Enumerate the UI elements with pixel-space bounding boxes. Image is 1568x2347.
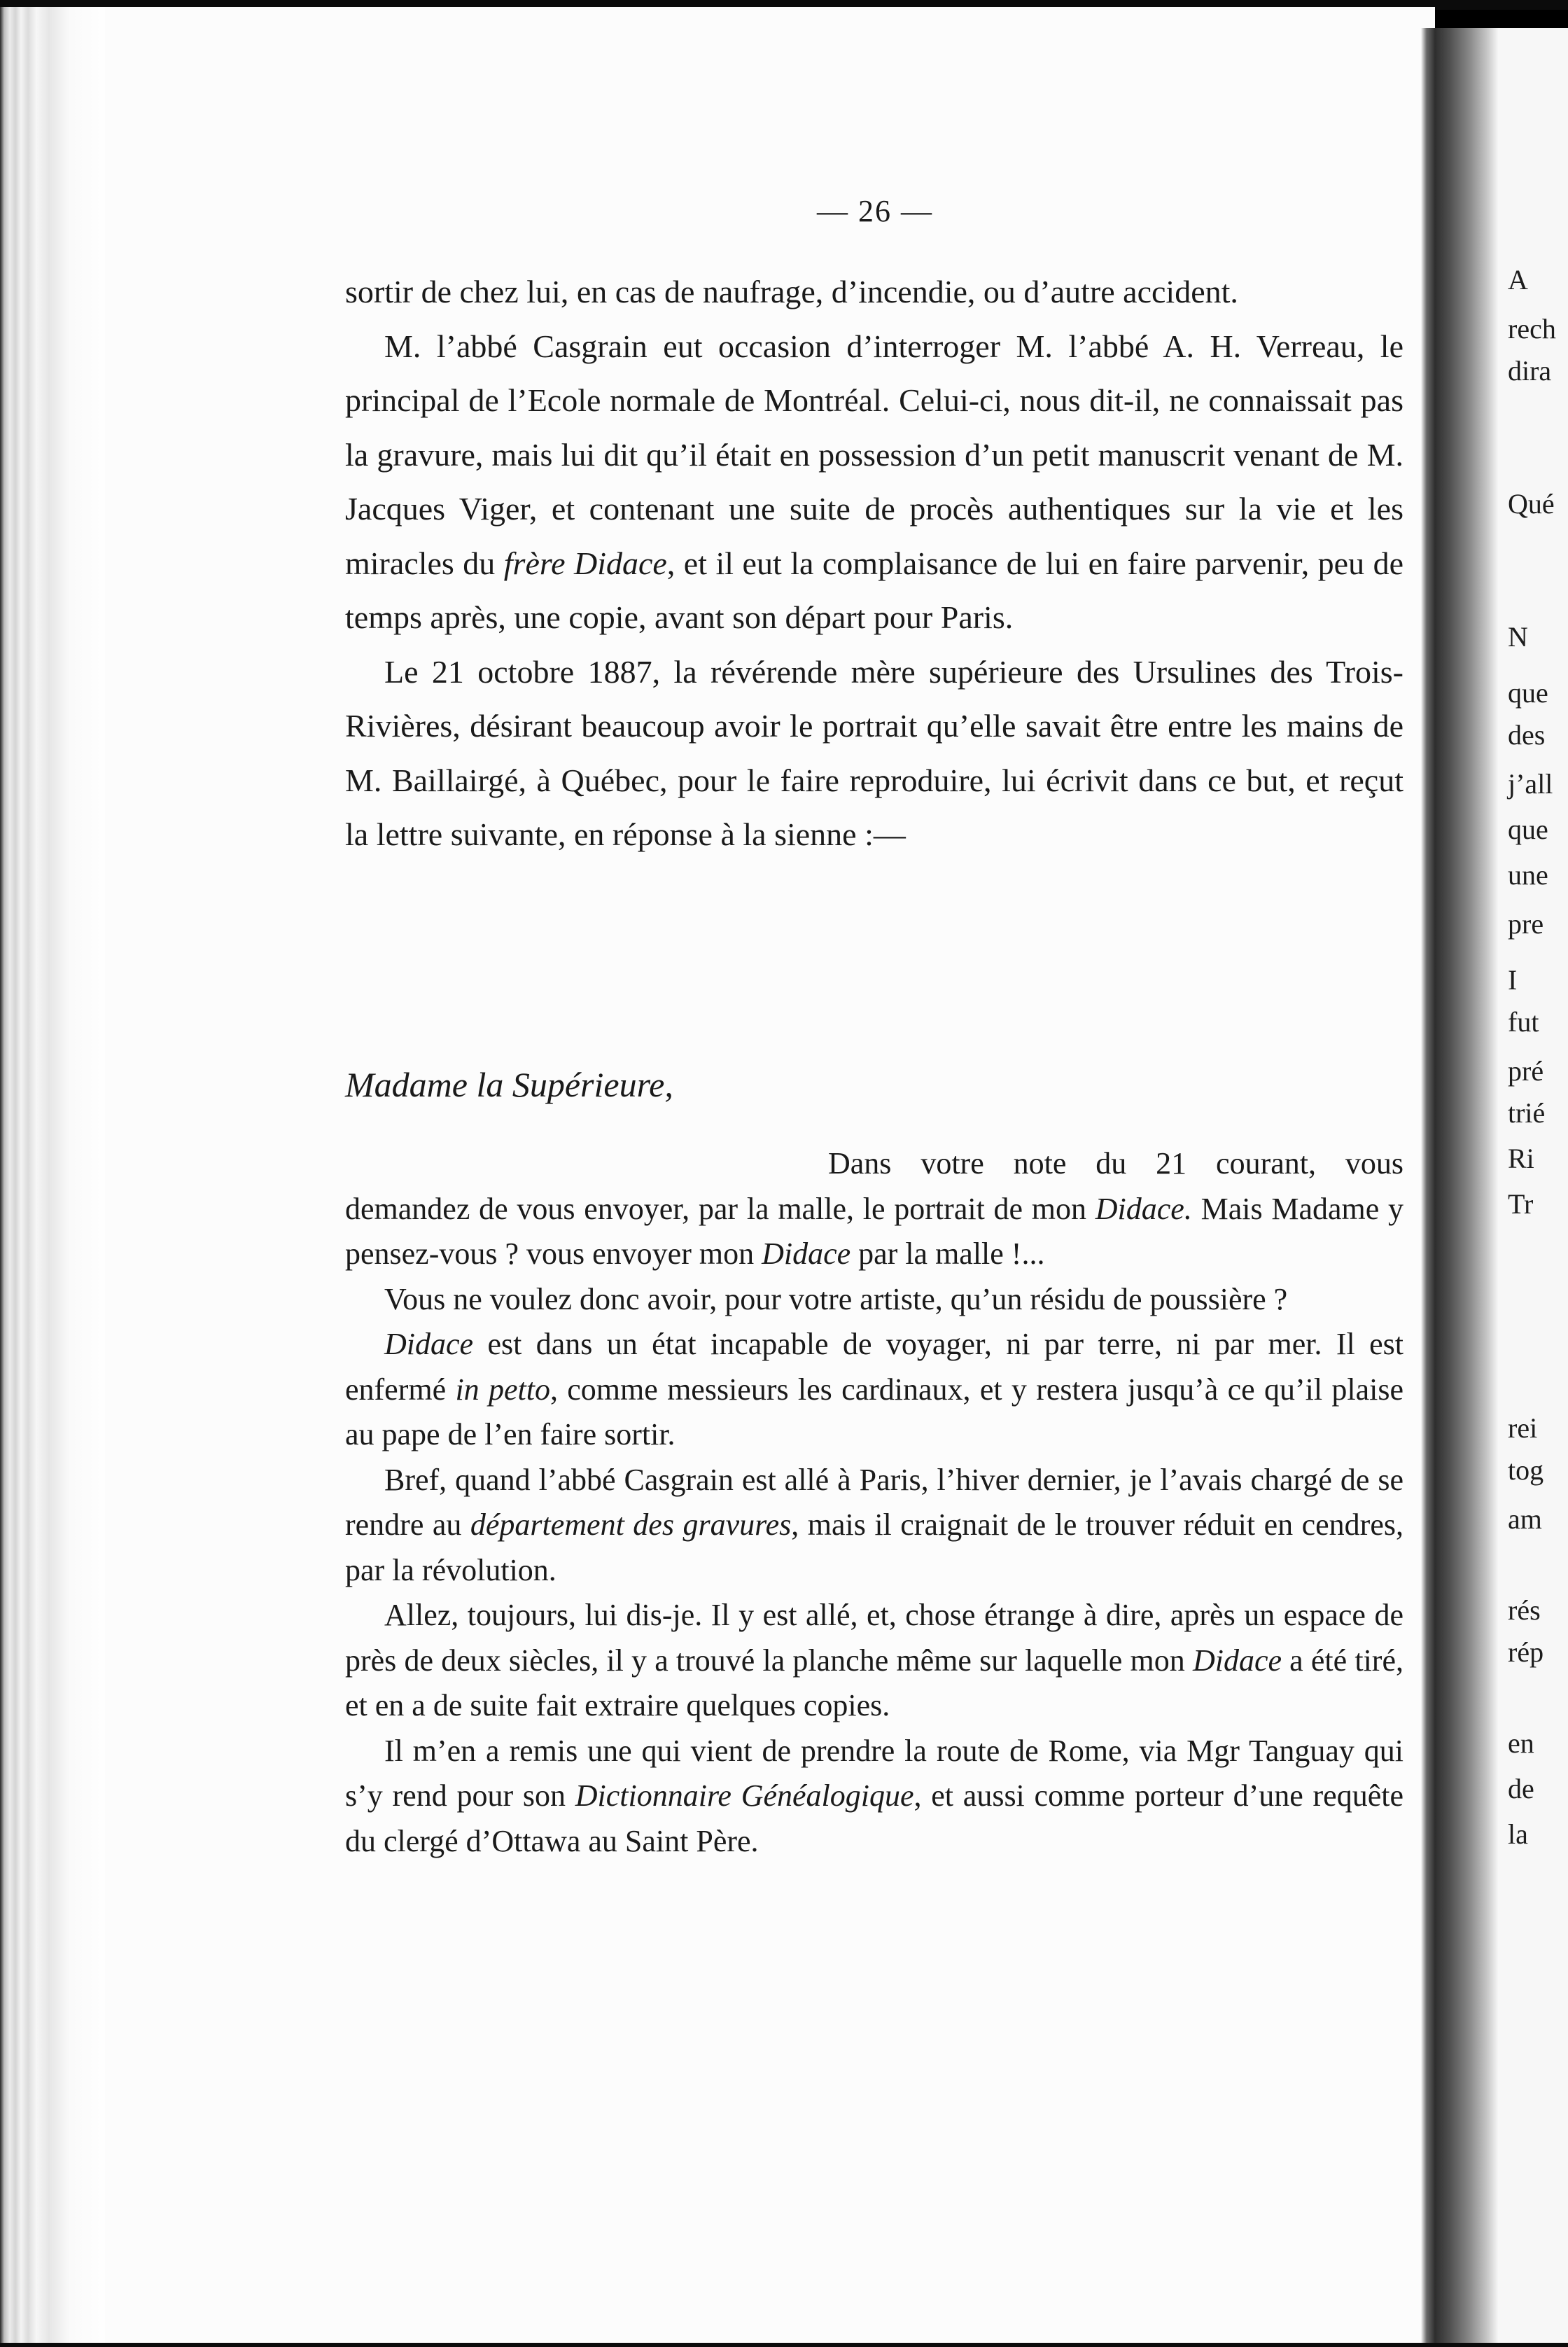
facing-page-word-fragment: que [1508, 814, 1548, 845]
facing-page-word-fragment: rés [1508, 1594, 1541, 1626]
italic-text: Dictionnaire Généalogique [575, 1778, 914, 1813]
text-run: Bref, quand l’abbé Casgrain est allé à Paris, l’hiver dernier, je l’avais chargé de se rendre au [345, 1462, 1404, 1542]
text-run: , mais il craignait de le trouver réduit en cendres, par la révolution. [345, 1507, 1404, 1587]
letter-paragraph [345, 1593, 1404, 1729]
facing-page-word-fragment: en [1508, 1727, 1534, 1759]
italic-text: frère Didace [503, 545, 667, 581]
facing-page-word-fragment: rép [1508, 1636, 1544, 1668]
letter-paragraph [345, 1277, 1404, 1323]
book-gutter-shadow [1421, 28, 1498, 2347]
text-run: Il m’en a remis une qui vient de prendre la route de Rome, via Mgr Tanguay qui s’y rend pour son [345, 1733, 1404, 1813]
text-run: Dans votre note du 21 courant, vous demandez de vous envoyer, par la malle, le portrait de mon [345, 1146, 1404, 1226]
text-run: , comme messieurs les cardinaux, et y restera jusqu’à ce qu’il plaise au pape de l’en faire sortir. [345, 1372, 1404, 1451]
facing-page-word-fragment: pre [1508, 908, 1544, 940]
text-run: Allez, toujours, lui dis-je. Il y est allé, et, chose étrange à dire, après un espace de près de deux siècles, il y a trouvé la planche même sur laquelle mon [345, 1598, 1404, 1678]
facing-page-fragment [1498, 28, 1568, 2347]
italic-text: Didace [384, 1327, 474, 1361]
facing-page-word-fragment: rech [1508, 313, 1556, 344]
facing-page-word-fragment: que [1508, 677, 1548, 709]
facing-page-word-fragment: A [1508, 264, 1528, 295]
italic-text: Didace [1192, 1643, 1282, 1678]
page-number: — 26 — [817, 194, 933, 228]
facing-page-word-fragment: j’all [1508, 768, 1553, 800]
scan-bottom-border [0, 2343, 1568, 2347]
body-text [345, 265, 1404, 862]
text-run: M. l’abbé Casgrain eut occasion d’interroger M. l’abbé A. H. Verreau, le principal de l’Ecole normale de Montréal. Celui-ci, nous dit-il, ne connaissait pas la gravure, mais lui dit qu’il était en possession d’un petit manuscrit venant de M. Jacques Viger, et contenant une suite de procès authentiques sur la vie et les miracles du [345, 328, 1404, 581]
facing-page-word-fragment: I [1508, 964, 1518, 996]
italic-text: Didace [762, 1237, 851, 1271]
facing-page-word-fragment: des [1508, 719, 1546, 751]
facing-page-word-fragment: Qué [1508, 488, 1555, 520]
facing-page-word-fragment: la [1508, 1818, 1528, 1850]
facing-page-word-fragment: pré [1508, 1055, 1544, 1087]
facing-page-word-fragment: Ri [1508, 1143, 1534, 1174]
text-run: a été tiré, et en a de suite fait extraire quelques copies. [345, 1643, 1404, 1722]
letter-paragraph [345, 1322, 1404, 1458]
facing-page-word-fragment: am [1508, 1503, 1542, 1535]
text-run: Mais Madame y pensez-vous ? vous envoyer mon [345, 1191, 1404, 1271]
facing-page-word-fragment: rei [1508, 1412, 1538, 1444]
text-run: Le 21 octobre 1887, la révérende mère supérieure des Ursulines des Trois-Rivières, désirant beaucoup avoir le portrait qu’elle savait être entre les mains de M. Baillairgé, à Québec, pour le faire reproduire, lui écrivit dans ce but, et reçut la lettre suivante, en réponse à la sienne :— [345, 653, 1404, 852]
text-run: , et aussi comme porteur d’une requête du clergé d’Ottawa au Saint Père. [345, 1778, 1404, 1858]
facing-page-word-fragment: N [1508, 621, 1528, 653]
text-run: par la malle !... [850, 1237, 1045, 1271]
paragraph [345, 265, 1404, 319]
book-page-edges [0, 7, 112, 2347]
italic-text: département des gravures [470, 1507, 792, 1542]
facing-page-word-fragment: dira [1508, 355, 1552, 386]
letter-salutation: Madame la Supérieure, [345, 1065, 673, 1104]
text-run: , et il eut la complaisance de lui en faire parvenir, peu de temps après, une copie, avant son départ pour Paris. [345, 545, 1404, 635]
letter-paragraph [345, 1458, 1404, 1594]
letter-paragraph [345, 1141, 1404, 1277]
paragraph [345, 645, 1404, 862]
facing-page-word-fragment: Tr [1508, 1188, 1534, 1220]
letter-body [345, 1141, 1404, 1864]
facing-page-word-fragment: trié [1508, 1097, 1546, 1129]
italic-text: Didace. [1095, 1191, 1192, 1226]
facing-page-word-fragment: de [1508, 1773, 1534, 1804]
text-run: Vous ne voulez donc avoir, pour votre artiste, qu’un résidu de poussière ? [384, 1281, 1288, 1316]
letter-paragraph [345, 1729, 1404, 1865]
italic-text: in petto [455, 1372, 550, 1407]
facing-page-word-fragment: tog [1508, 1454, 1544, 1486]
paragraph [345, 319, 1404, 645]
facing-page-word-fragment: fut [1508, 1006, 1539, 1038]
text-run: est dans un état incapable de voyager, ni par terre, ni par mer. Il est enfermé [345, 1327, 1404, 1407]
text-run: sortir de chez lui, en cas de naufrage, d’incendie, ou d’autre accident. [345, 274, 1238, 309]
facing-page-word-fragment: une [1508, 859, 1548, 891]
